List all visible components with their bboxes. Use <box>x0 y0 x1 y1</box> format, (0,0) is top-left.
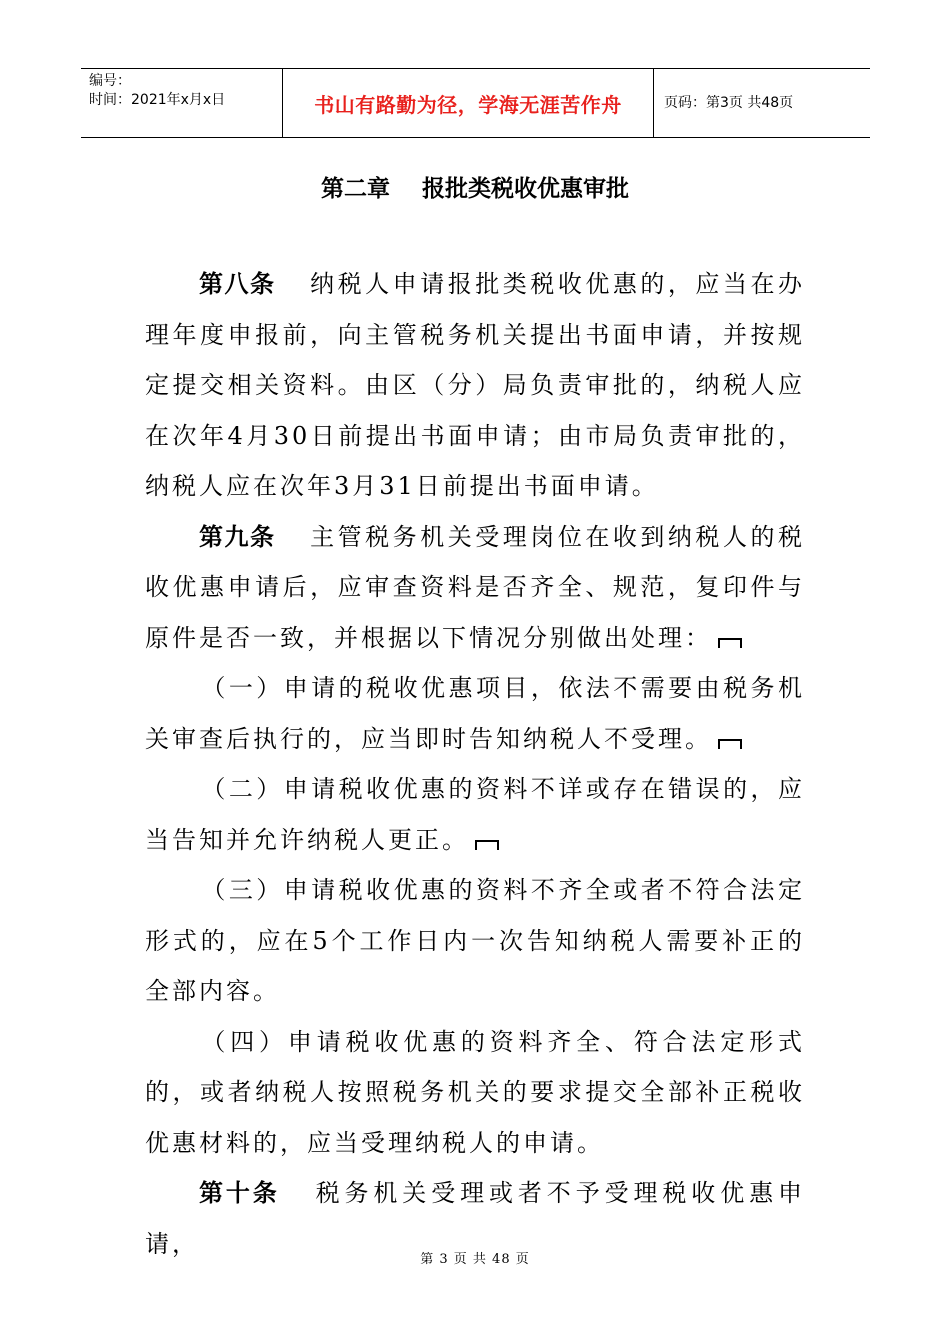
paragraph-mark-icon <box>475 840 499 850</box>
article-10-text: 税务机关受理或者不予受理税收优惠申请， <box>145 1179 806 1258</box>
article-9-item-1 <box>145 663 805 764</box>
header-page-code: 页码：第3页 共48页 <box>664 95 794 111</box>
page-footer: 第 3 页 共 48 页 <box>420 1252 530 1267</box>
article-8-title: 第八条 <box>199 270 276 298</box>
paragraph-mark-icon <box>718 739 742 749</box>
paragraph-mark-icon <box>718 638 742 648</box>
document-body <box>145 259 805 1269</box>
document-number-label: 编号： <box>89 73 131 89</box>
article-8 <box>145 259 805 512</box>
document-date: 时间：2021年x月x日 <box>89 92 226 108</box>
header-motto-cell <box>283 69 654 137</box>
article-9-item-4 <box>145 1017 805 1169</box>
item-4-text: （四）申请税收优惠的资料齐全、符合法定形式的，或者纳税人按照税务机关的要求提交全部补正税收优惠材料的，应当受理纳税人的申请。 <box>145 1027 805 1157</box>
item-1-text: （一）申请的税收优惠项目，依法不需要由税务机关审查后执行的，应当即时告知纳税人不受理。 <box>145 674 805 753</box>
item-3-text: （三）申请税收优惠的资料不齐全或者不符合法定形式的，应在5个工作日内一次告知纳税人需要补正的全部内容。 <box>145 876 805 1005</box>
article-10-title: 第十条 <box>199 1179 280 1207</box>
article-9-text: 主管税务机关受理岗位在收到纳税人的税收优惠申请后，应审查资料是否齐全、规范，复印件与原件是否一致，并根据以下情况分别做出处理： <box>145 522 806 652</box>
header-left-cell <box>81 69 283 137</box>
header-motto: 书山有路勤为径，学海无涯苦作舟 <box>314 92 622 117</box>
document-header <box>81 68 870 138</box>
article-9 <box>145 512 805 664</box>
article-8-text: 纳税人申请报批类税收优惠的，应当在办理年度申报前，向主管税务机关提出书面申请，并按规定提交相关资料。由区（分）局负责审批的，纳税人应在次年4月30日前提出书面申请；由市局负责审批的，纳税人应在次年3月31日前提出书面申请。 <box>145 270 806 500</box>
article-9-item-3 <box>145 865 805 1017</box>
header-page-cell <box>654 69 870 137</box>
item-2-text: （二）申请税收优惠的资料不详或存在错误的，应当告知并允许纳税人更正。 <box>145 775 805 854</box>
chapter-title: 第二章 报批类税收优惠审批 <box>320 176 630 202</box>
article-9-item-2 <box>145 764 805 865</box>
article-9-title: 第九条 <box>199 522 276 551</box>
